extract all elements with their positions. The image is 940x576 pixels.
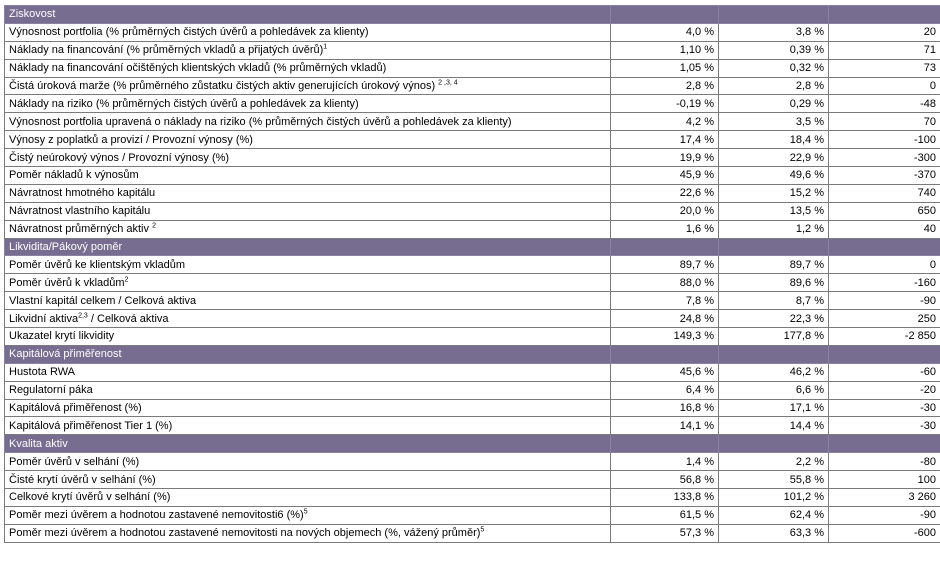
- value-previous-cell: 177,8 %: [719, 328, 829, 346]
- row-label: Čistá úroková marže (% průměrného zůstatku čistých aktiv generujících úrokový výnos): [9, 80, 439, 92]
- section-header-empty-cell: [829, 345, 940, 363]
- table-row: [5, 59, 940, 77]
- table-row: [5, 310, 940, 328]
- value-current-cell: 45,6 %: [611, 363, 719, 381]
- table-row: [5, 77, 940, 95]
- value-change-cell: -90: [829, 506, 940, 524]
- value-previous-cell: 0,32 %: [719, 59, 829, 77]
- table-row: [5, 131, 940, 149]
- section-header-empty-cell: [719, 345, 829, 363]
- row-label: Návratnost vlastního kapitálu: [9, 205, 151, 218]
- value-change-cell: 20: [829, 23, 940, 41]
- table-row: [5, 506, 940, 524]
- row-label: Náklady na financování (% průměrných vkladů a přijatých úvěrů): [9, 44, 324, 57]
- value-previous-cell: 49,6 %: [719, 167, 829, 185]
- row-label-cell: [5, 220, 611, 238]
- value-change-cell: 100: [829, 471, 940, 489]
- value-current-cell: 1,05 %: [611, 59, 719, 77]
- value-change-cell: 73: [829, 59, 940, 77]
- section-header-empty-cell: [611, 6, 719, 24]
- section-header-empty-cell: [719, 238, 829, 256]
- value-current-cell: 88,0 %: [611, 274, 719, 292]
- value-current-cell: 19,9 %: [611, 149, 719, 167]
- row-label: Návratnost průměrných aktiv: [9, 223, 153, 236]
- value-current-cell: 22,6 %: [611, 184, 719, 202]
- section-header-empty-cell: [829, 238, 940, 256]
- value-current-cell: 57,3 %: [611, 524, 719, 542]
- value-current-cell: 61,5 %: [611, 506, 719, 524]
- row-label: Poměr úvěrů ke klientským vkladům: [9, 258, 186, 271]
- value-change-cell: -90: [829, 292, 940, 310]
- value-change-cell: 650: [829, 202, 940, 220]
- section-title: Kvalita aktiv: [5, 435, 611, 453]
- table-row: [5, 471, 940, 489]
- value-change-cell: -600: [829, 524, 940, 542]
- row-label-cell: [5, 167, 611, 185]
- row-label-cell: [5, 202, 611, 220]
- table-row: [5, 363, 940, 381]
- row-label-cell: [5, 328, 611, 346]
- value-current-cell: 17,4 %: [611, 131, 719, 149]
- value-previous-cell: 89,6 %: [719, 274, 829, 292]
- value-previous-cell: 18,4 %: [719, 131, 829, 149]
- row-label-cell: [5, 524, 611, 542]
- value-change-cell: -20: [829, 381, 940, 399]
- value-previous-cell: 22,9 %: [719, 149, 829, 167]
- value-current-cell: 149,3 %: [611, 328, 719, 346]
- row-label-cell: [5, 149, 611, 167]
- value-current-cell: 1,6 %: [611, 220, 719, 238]
- table-row: [5, 328, 940, 346]
- row-label: Návratnost hmotného kapitálu: [9, 187, 156, 200]
- row-label-cell: [5, 256, 611, 274]
- value-previous-cell: 2,8 %: [719, 77, 829, 95]
- value-previous-cell: 63,3 %: [719, 524, 829, 542]
- section-header-empty-cell: [611, 435, 719, 453]
- row-label: Poměr úvěrů v selhání (%): [9, 455, 140, 468]
- section-header-empty-cell: [829, 435, 940, 453]
- row-label: Výnosnost portfolia (% průměrných čistých úvěrů a pohledávek za klienty): [9, 26, 369, 39]
- row-label-cell: [5, 113, 611, 131]
- value-previous-cell: 14,4 %: [719, 417, 829, 435]
- value-previous-cell: 55,8 %: [719, 471, 829, 489]
- row-label-cell: [5, 274, 611, 292]
- value-previous-cell: 3,8 %: [719, 23, 829, 41]
- value-previous-cell: 2,2 %: [719, 453, 829, 471]
- row-label-cell: [5, 41, 611, 59]
- section-header-row: [5, 6, 940, 24]
- row-label: Poměr mezi úvěrem a hodnotou zastavené nemovitosti6 (%): [9, 509, 304, 522]
- value-change-cell: -30: [829, 417, 940, 435]
- value-change-cell: -60: [829, 363, 940, 381]
- table-row: [5, 184, 940, 202]
- value-change-cell: -100: [829, 131, 940, 149]
- row-label: Regulatorní páka: [9, 384, 93, 397]
- value-change-cell: -300: [829, 149, 940, 167]
- row-label: Čistý neúrokový výnos / Provozní výnosy (%): [9, 151, 230, 164]
- value-change-cell: -160: [829, 274, 940, 292]
- value-current-cell: 7,8 %: [611, 292, 719, 310]
- section-title: Likvidita/Pákový poměr: [5, 238, 611, 256]
- value-previous-cell: 0,29 %: [719, 95, 829, 113]
- value-previous-cell: 15,2 %: [719, 184, 829, 202]
- row-label: Hustota RWA: [9, 366, 76, 379]
- row-label-cell: [5, 471, 611, 489]
- value-previous-cell: 17,1 %: [719, 399, 829, 417]
- row-label-cell: [5, 59, 611, 77]
- row-label-cell: [5, 417, 611, 435]
- value-change-cell: 71: [829, 41, 940, 59]
- value-previous-cell: 3,5 %: [719, 113, 829, 131]
- value-previous-cell: 8,7 %: [719, 292, 829, 310]
- ratio-table-body: [5, 6, 940, 543]
- value-current-cell: 56,8 %: [611, 471, 719, 489]
- table-row: [5, 95, 940, 113]
- value-change-cell: -80: [829, 453, 940, 471]
- row-label: Poměr úvěrů k vkladům: [9, 276, 125, 289]
- row-label: Kapitálová přiměřenost (%): [9, 402, 142, 415]
- value-current-cell: 1,4 %: [611, 453, 719, 471]
- value-current-cell: 6,4 %: [611, 381, 719, 399]
- value-current-cell: 133,8 %: [611, 489, 719, 507]
- row-label-cell: [5, 399, 611, 417]
- value-current-cell: 4,2 %: [611, 113, 719, 131]
- row-label: Celkové krytí úvěrů v selhání (%): [9, 491, 171, 504]
- section-header-empty-cell: [611, 238, 719, 256]
- section-header-row: [5, 345, 940, 363]
- value-previous-cell: 0,39 %: [719, 41, 829, 59]
- row-label: Výnosnost portfolia upravená o náklady na riziko (% průměrných čistých úvěrů a pohledávek za klienty): [9, 115, 512, 128]
- value-change-cell: -370: [829, 167, 940, 185]
- footnote-marker: 2 ,3, 4: [438, 79, 458, 87]
- table-row: [5, 489, 940, 507]
- section-header-row: [5, 435, 940, 453]
- table-row: [5, 381, 940, 399]
- row-label-cell: [5, 95, 611, 113]
- row-label-cell: [5, 131, 611, 149]
- value-previous-cell: 1,2 %: [719, 220, 829, 238]
- value-change-cell: 70: [829, 113, 940, 131]
- row-label-cell: [5, 77, 611, 95]
- footnote-marker: 1: [323, 43, 328, 51]
- row-label: Náklady na riziko (% průměrných čistých úvěrů a pohledávek za klienty): [9, 97, 359, 110]
- value-change-cell: 250: [829, 310, 940, 328]
- footnote-marker: 2,3: [78, 311, 88, 319]
- row-label: Výnosy z poplatků a provizí / Provozní výnosy (%): [9, 133, 253, 146]
- footnote-marker: 2: [124, 276, 129, 284]
- value-current-cell: 45,9 %: [611, 167, 719, 185]
- table-row: [5, 149, 940, 167]
- footnote-marker: 5: [480, 526, 485, 534]
- table-row: [5, 274, 940, 292]
- value-current-cell: 2,8 %: [611, 77, 719, 95]
- row-label: Náklady na financování očištěných klientských vkladů (% průměrných vkladů): [9, 62, 387, 75]
- table-row: [5, 417, 940, 435]
- value-current-cell: 89,7 %: [611, 256, 719, 274]
- value-current-cell: 24,8 %: [611, 310, 719, 328]
- section-title: Ziskovost: [5, 6, 611, 24]
- footnote-marker: 2: [152, 222, 156, 230]
- table-row: [5, 292, 940, 310]
- row-label-cell: [5, 453, 611, 471]
- value-previous-cell: 13,5 %: [719, 202, 829, 220]
- row-label-cell: [5, 381, 611, 399]
- section-header-empty-cell: [719, 6, 829, 24]
- section-header-empty-cell: [719, 435, 829, 453]
- section-header-empty-cell: [829, 6, 940, 24]
- table-row: [5, 41, 940, 59]
- value-previous-cell: 101,2 %: [719, 489, 829, 507]
- row-label: Ukazatel krytí likvidity: [9, 330, 115, 343]
- section-title: Kapitálová přiměřenost: [5, 345, 611, 363]
- row-label: Likvidní aktiva: [9, 312, 79, 325]
- table-row: [5, 524, 940, 542]
- value-previous-cell: 46,2 %: [719, 363, 829, 381]
- value-change-cell: 3 260: [829, 489, 940, 507]
- row-label-cell: [5, 184, 611, 202]
- value-previous-cell: 89,7 %: [719, 256, 829, 274]
- value-previous-cell: 22,3 %: [719, 310, 829, 328]
- value-current-cell: 16,8 %: [611, 399, 719, 417]
- row-label-cell: [5, 363, 611, 381]
- row-label-suffix: / Celková aktiva: [87, 312, 169, 325]
- section-header-empty-cell: [611, 345, 719, 363]
- table-row: [5, 256, 940, 274]
- row-label-cell: [5, 310, 611, 328]
- value-current-cell: 14,1 %: [611, 417, 719, 435]
- footnote-marker: 5: [303, 508, 308, 516]
- value-change-cell: -48: [829, 95, 940, 113]
- value-current-cell: 4,0 %: [611, 23, 719, 41]
- value-change-cell: -2 850: [829, 328, 940, 346]
- table-row: [5, 220, 940, 238]
- row-label: Kapitálová přiměřenost Tier 1 (%): [9, 419, 173, 432]
- table-row: [5, 202, 940, 220]
- value-previous-cell: 62,4 %: [719, 506, 829, 524]
- value-previous-cell: 6,6 %: [719, 381, 829, 399]
- row-label-cell: [5, 292, 611, 310]
- row-label: Vlastní kapitál celkem / Celková aktiva: [9, 294, 197, 307]
- row-label-cell: [5, 23, 611, 41]
- table-row: [5, 113, 940, 131]
- row-label: Čisté krytí úvěrů v selhání (%): [9, 473, 156, 486]
- table-row: [5, 399, 940, 417]
- row-label-cell: [5, 489, 611, 507]
- value-change-cell: -30: [829, 399, 940, 417]
- value-change-cell: 0: [829, 77, 940, 95]
- row-label-cell: [5, 506, 611, 524]
- value-change-cell: 40: [829, 220, 940, 238]
- value-change-cell: 740: [829, 184, 940, 202]
- value-current-cell: -0,19 %: [611, 95, 719, 113]
- table-row: [5, 23, 940, 41]
- value-current-cell: 1,10 %: [611, 41, 719, 59]
- row-label: Poměr nákladů k výnosům: [9, 169, 139, 182]
- table-row: [5, 167, 940, 185]
- financial-ratios-table: [4, 5, 940, 543]
- row-label: Poměr mezi úvěrem a hodnotou zastavené nemovitosti na nových objemech (%, vážený průměr): [9, 527, 481, 540]
- value-current-cell: 20,0 %: [611, 202, 719, 220]
- section-header-row: [5, 238, 940, 256]
- table-row: [5, 453, 940, 471]
- value-change-cell: 0: [829, 256, 940, 274]
